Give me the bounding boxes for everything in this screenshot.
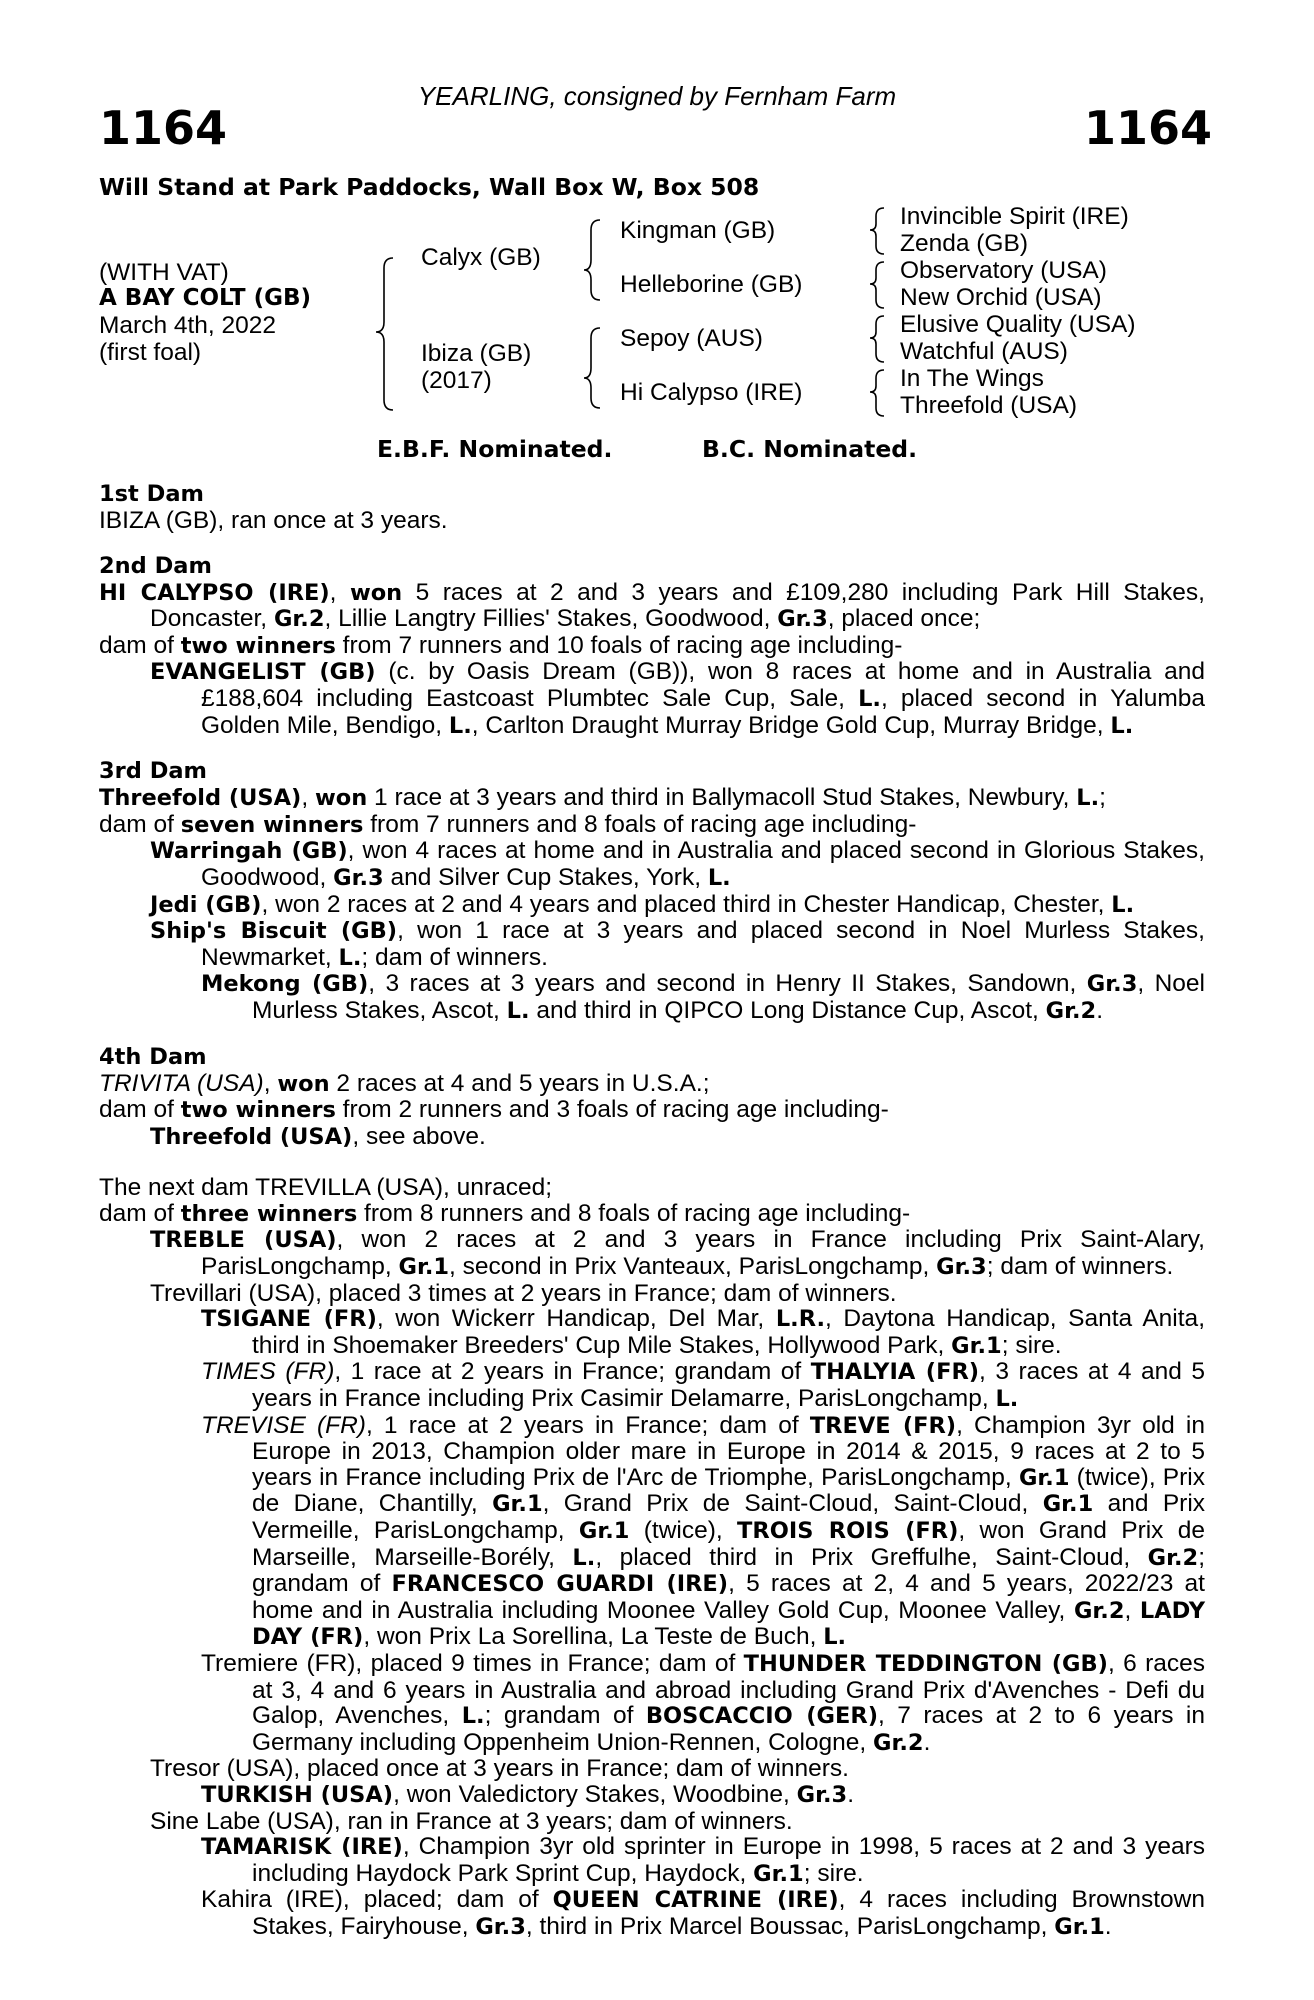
- first-dam-heading: 1st Dam: [99, 481, 204, 507]
- produce-entry: Ship's Biscuit (GB), won 1 race at 3 years and placed second in Noel Murless Stakes, Newmarket, L.; dam of winners.: [150, 917, 1205, 971]
- next-dam-text: The next dam TREVILLA (USA), unraced;: [99, 1174, 553, 1202]
- produce-entry: Trevillari (USA), placed 3 times at 2 years in France; dam of winners.: [150, 1279, 897, 1307]
- second-dam-text: HI CALYPSO (IRE), won 5 races at 2 and 3 years and £109,280 including Park Hill Stakes, Doncaster, Gr.2, Lillie Langtry Fillies' Stakes, Goodwood, Gr.3, placed once;: [99, 578, 1205, 633]
- produce-entry: TURKISH (USA), won Valedictory Stakes, Woodbine, Gr.3.: [201, 1780, 855, 1808]
- third-dam-text: Threefold (USA), won 1 race at 3 years and third in Ballymacoll Stud Stakes, Newbury, L.;: [99, 784, 1106, 812]
- second-dam-heading: 2nd Dam: [99, 552, 212, 579]
- stand-location: Will Stand at Park Paddocks, Wall Box W, Box 508: [99, 173, 760, 201]
- g3-ancestor: Zenda (GB): [900, 230, 1028, 257]
- third-dam-heading: 3rd Dam: [99, 758, 207, 785]
- produce-entry: TAMARISK (IRE), Champion 3yr old sprinter in Europe in 1998, 5 races at 2 and 3 years including Haydock Park Sprint Cup, Haydock, Gr.1; sire.: [201, 1833, 1206, 1887]
- fourth-dam-heading: 4th Dam: [99, 1043, 207, 1070]
- g3-ancestor: Watchful (AUS): [900, 338, 1068, 365]
- pedigree-notes: [99, 482, 1205, 1941]
- sire: Calyx (GB): [421, 244, 541, 271]
- horse-dob: March 4th, 2022: [99, 312, 277, 339]
- second-dam-produce: dam of two winners from 7 runners and 10 foals of racing age including-: [99, 631, 903, 659]
- lot-number-right: 1164: [1084, 101, 1213, 155]
- produce-entry: TREVISE (FR), 1 race at 2 years in France; dam of TREVE (FR), Champion 3yr old in Europe in 2013, Champion older mare in Europe in 2014 & 2015, 9 races at 2 to 5 years in France including Prix de l'Arc de Triomphe, ParisLongchamp, Gr.1 (twice), Prix de Diane, Chantilly, Gr.1, Grand Prix de Saint-Cloud, Saint-Cloud, Gr.1 and Prix Vermeille, ParisLongchamp, Gr.1 (twice), TROIS ROIS (FR), won Grand Prix de Marseille, Marseille-Borély, L., placed third in Prix Greffulhe, Saint-Cloud, Gr.2; grandam of FRANCESCO GUARDI (IRE), 5 races at 2, 4 and 5 years, 2022/23 at home and in Australia including Moonee Valley Gold Cup, Moonee Valley, Gr.2, LADY DAY (FR), won Prix La Sorellina, La Teste de Buch, L.: [201, 1411, 1206, 1651]
- dam-dam: Hi Calypso (IRE): [620, 379, 803, 406]
- g3-ancestor: Elusive Quality (USA): [900, 311, 1136, 338]
- dam: Ibiza (GB): [421, 340, 532, 367]
- g3-ancestor: Threefold (USA): [900, 392, 1078, 419]
- lot-number-left: 1164: [99, 101, 228, 155]
- produce-entry: TREBLE (USA), won 2 races at 2 and 3 years in France including Prix Saint-Alary, ParisLongchamp, Gr.1, second in Prix Vanteaux, ParisLongchamp, Gr.3; dam of winners.: [150, 1226, 1205, 1281]
- bc-nominated: B.C. Nominated.: [702, 435, 918, 463]
- g3-ancestor: In The Wings: [900, 365, 1044, 392]
- sire-sire: Kingman (GB): [620, 217, 776, 244]
- produce-entry: Threefold (USA), see above.: [150, 1122, 486, 1150]
- produce-entry: Warringah (GB), won 4 races at home and in Australia and placed second in Glorious Stakes, Goodwood, Gr.3 and Silver Cup Stakes, York, L.: [150, 837, 1205, 891]
- produce-entry: TIMES (FR), 1 race at 2 years in France; grandam of THALYIA (FR), 3 races at 4 and 5 years in France including Prix Casimir Delamarre, ParisLongchamp, L.: [201, 1358, 1205, 1413]
- horse-note: (first foal): [99, 339, 202, 366]
- first-dam-text: IBIZA (GB), ran once at 3 years.: [99, 507, 448, 534]
- horse-name: A BAY COLT (GB): [99, 285, 312, 311]
- g3-ancestor: Invincible Spirit (IRE): [900, 203, 1129, 230]
- third-dam-produce: dam of seven winners from 7 runners and 8 foals of racing age including-: [99, 810, 917, 838]
- next-dam-produce: dam of three winners from 8 runners and 8 foals of racing age including-: [99, 1199, 911, 1227]
- dam-year: (2017): [421, 367, 492, 394]
- produce-entry: EVANGELIST (GB) (c. by Oasis Dream (GB)), won 8 races at home and in Australia and £188,604 including Eastcoast Plumbtec Sale Cup, Sale, L., placed second in Yalumba Golden Mile, Bendigo, L., Carlton Draught Murray Bridge Gold Cup, Murray Bridge, L.: [150, 658, 1205, 739]
- g3-ancestor: New Orchid (USA): [900, 284, 1102, 311]
- vat-note: (WITH VAT): [99, 259, 229, 286]
- catalogue-subtitle: YEARLING, consigned by Fernham Farm: [417, 81, 897, 111]
- sire-dam: Helleborine (GB): [620, 271, 803, 298]
- produce-entry: Sine Labe (USA), ran in France at 3 years; dam of winners.: [150, 1807, 793, 1835]
- produce-entry: Mekong (GB), 3 races at 3 years and second in Henry II Stakes, Sandown, Gr.3, Noel Murless Stakes, Ascot, L. and third in QIPCO Long Distance Cup, Ascot, Gr.2.: [201, 970, 1205, 1024]
- fourth-dam-text: TRIVITA (USA), won 2 races at 4 and 5 years in U.S.A.;: [99, 1069, 710, 1097]
- fourth-dam-produce: dam of two winners from 2 runners and 3 foals of racing age including-: [99, 1096, 889, 1124]
- ebf-nominated: E.B.F. Nominated.: [377, 435, 613, 463]
- g3-ancestor: Observatory (USA): [900, 257, 1107, 284]
- dam-sire: Sepoy (AUS): [620, 325, 763, 352]
- produce-entry: Tresor (USA), placed once at 3 years in France; dam of winners.: [150, 1755, 849, 1783]
- produce-entry: Tremiere (FR), placed 9 times in France; dam of THUNDER TEDDINGTON (GB), 6 races at 3, 4 and 6 years in Australia and abroad including Grand Prix d'Avenches - Defi du Galop, Avenches, L.; grandam of BOSCACCIO (GER), 7 races at 2 to 6 years in Germany including Oppenheim Union-Rennen, Cologne, Gr.2.: [201, 1649, 1206, 1756]
- produce-entry: Kahira (IRE), placed; dam of QUEEN CATRINE (IRE), 4 races including Brownstown Stakes, Fairyhouse, Gr.3, third in Prix Marcel Boussac, ParisLongchamp, Gr.1.: [201, 1886, 1205, 1940]
- produce-entry: Jedi (GB), won 2 races at 2 and 4 years and placed third in Chester Handicap, Chester, L.: [150, 890, 1135, 918]
- produce-entry: TSIGANE (FR), won Wickerr Handicap, Del Mar, L.R., Daytona Handicap, Santa Anita, third in Shoemaker Breeders' Cup Mile Stakes, Hollywood Park, Gr.1; sire.: [201, 1305, 1205, 1359]
